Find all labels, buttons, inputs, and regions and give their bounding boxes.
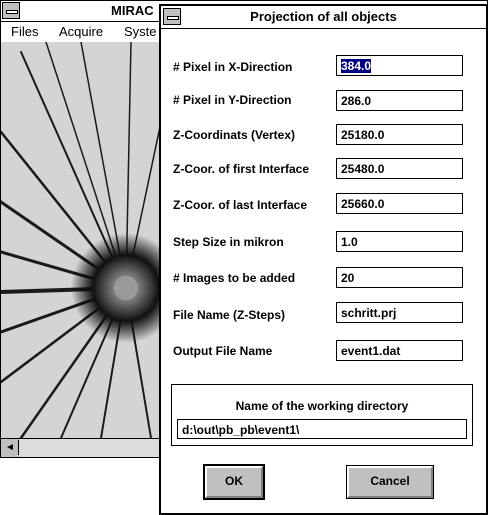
- pixel-y-label: # Pixel in Y-Direction: [173, 93, 292, 107]
- pixel-x-input[interactable]: 384.0: [336, 55, 463, 76]
- ok-button[interactable]: OK: [205, 466, 263, 498]
- z-first-interface-input[interactable]: 25480.0: [336, 158, 463, 179]
- app-system-menu-button[interactable]: [2, 2, 20, 19]
- output-file-input[interactable]: event1.dat: [336, 340, 463, 361]
- z-vertex-input[interactable]: 25180.0: [336, 124, 463, 145]
- z-vertex-label: Z-Coordinats (Vertex): [173, 128, 296, 142]
- scrollbar-track[interactable]: [19, 439, 161, 457]
- z-first-interface-label: Z-Coor. of first Interface: [173, 162, 310, 176]
- menu-acquire[interactable]: Acquire: [59, 24, 104, 39]
- z-last-interface-input[interactable]: 25660.0: [336, 193, 463, 214]
- z-last-interface-label: Z-Coor. of last Interface: [173, 198, 308, 212]
- menu-system[interactable]: Syste: [124, 24, 157, 39]
- dialog-title: Projection of all objects: [250, 9, 397, 24]
- menu-files[interactable]: Files: [11, 24, 39, 39]
- horizontal-scrollbar[interactable]: [1, 438, 161, 457]
- step-size-input[interactable]: 1.0: [336, 231, 463, 252]
- images-added-input[interactable]: 20: [336, 267, 463, 288]
- cancel-button[interactable]: Cancel: [347, 466, 433, 498]
- step-size-label: Step Size in mikron: [173, 235, 284, 249]
- working-directory-input[interactable]: d:\out\pb_pb\event1\: [177, 419, 467, 439]
- pixel-y-input[interactable]: 286.0: [336, 90, 463, 111]
- images-added-label: # Images to be added: [173, 271, 296, 285]
- file-name-input[interactable]: schritt.prj: [336, 302, 463, 323]
- dialog-titlebar[interactable]: [161, 6, 486, 29]
- pixel-x-label: # Pixel in X-Direction: [173, 60, 293, 74]
- track-image-graphic: [1, 42, 161, 438]
- microscope-image: [1, 42, 161, 438]
- working-directory-group: [171, 384, 473, 446]
- output-file-label: Output File Name: [173, 344, 273, 358]
- working-directory-label: Name of the working directory: [235, 399, 409, 413]
- scroll-left-arrow-icon[interactable]: ◄: [2, 440, 19, 455]
- app-title: MIRAC: [111, 3, 154, 18]
- file-name-label: File Name (Z-Steps): [173, 308, 286, 322]
- projection-dialog: [159, 4, 488, 515]
